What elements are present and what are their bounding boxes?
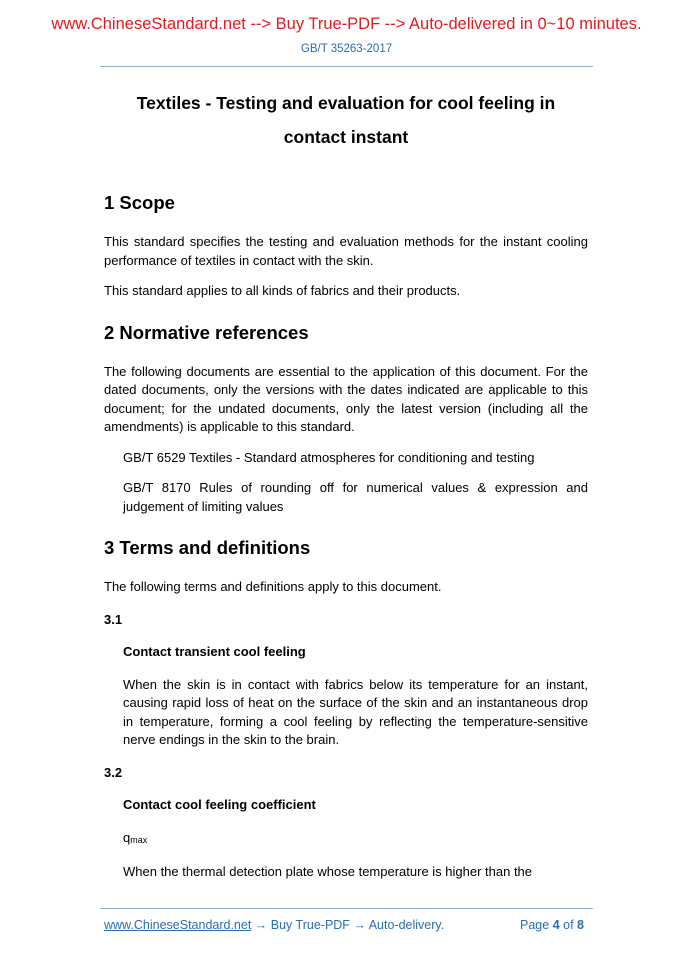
page-current: 4 xyxy=(552,918,560,932)
symbol-q: q xyxy=(123,829,131,845)
footer-divider xyxy=(100,908,593,909)
reference-gbt-6529: GB/T 6529 Textiles - Standard atmospheres for conditioning and testing xyxy=(123,449,535,465)
clause-3-2-definition: When the thermal detection plate whose temperature is higher than the xyxy=(123,864,533,879)
title-line-1: Textiles - Testing and evaluation for cool feeling in xyxy=(136,93,556,113)
scope-paragraph-1: This standard specifies the testing and evaluation methods for the instant cooling performance of textiles in contact with the skin. xyxy=(104,234,588,268)
footer-buy-text: → Buy True-PDF → Auto-delivery. xyxy=(251,918,445,932)
clause-3-1-definition: When the skin is in contact with fabrics below its temperature for an instant, causing rapid loss of heat on the surface of the skin and an instantaneous drop in temperature, forming a cool feeling by reflecting the temperature-sensitive nerve endings in the skin to the brain. xyxy=(123,676,588,747)
page-of: of xyxy=(563,918,574,932)
heading-normative-references: 2 Normative references xyxy=(104,321,309,343)
symbol-subscript-max: max xyxy=(130,834,148,845)
title-line-2: contact instant xyxy=(283,127,409,147)
reference-gbt-8170: GB/T 8170 Rules of rounding off for numerical values & expression and judgement of limiting values xyxy=(123,480,588,514)
clause-3-2-term: Contact cool feeling coefficient xyxy=(123,797,316,812)
clause-3-1-number: 3.1 xyxy=(104,611,123,627)
heading-scope: 1 Scope xyxy=(104,192,175,213)
heading-terms-definitions: 3 Terms and definitions xyxy=(104,537,311,558)
clause-3-2-number: 3.2 xyxy=(104,764,123,780)
page-indicator xyxy=(520,917,584,933)
standard-number: GB/T 35263-2017 xyxy=(300,43,393,55)
footer-link-group xyxy=(104,917,444,933)
footer xyxy=(104,917,584,933)
clause-3-2-symbol xyxy=(104,829,588,850)
page-label: Page xyxy=(520,918,550,932)
terms-intro: The following terms and definitions apply to this document. xyxy=(104,579,442,594)
normative-paragraph: The following documents are essential to the application of this document. For the dated documents, only the versions with the dates indicated are applicable to this document; for the undated documents, only the latest version (including all the amendments) is applicable to this standard. xyxy=(104,363,588,434)
clause-3-1-term: Contact transient cool feeling xyxy=(123,644,306,659)
scope-paragraph-2: This standard applies to all kinds of fabrics and their products. xyxy=(104,283,461,298)
document-title xyxy=(104,86,588,154)
document-body xyxy=(104,86,588,894)
page-total: 8 xyxy=(577,918,584,932)
top-banner[interactable]: www.ChineseStandard.net --> Buy True-PDF --> Auto-delivered in 0~10 minutes. xyxy=(51,15,642,33)
header-divider xyxy=(100,66,593,67)
footer-site-link[interactable]: www.ChineseStandard.net xyxy=(104,918,252,932)
